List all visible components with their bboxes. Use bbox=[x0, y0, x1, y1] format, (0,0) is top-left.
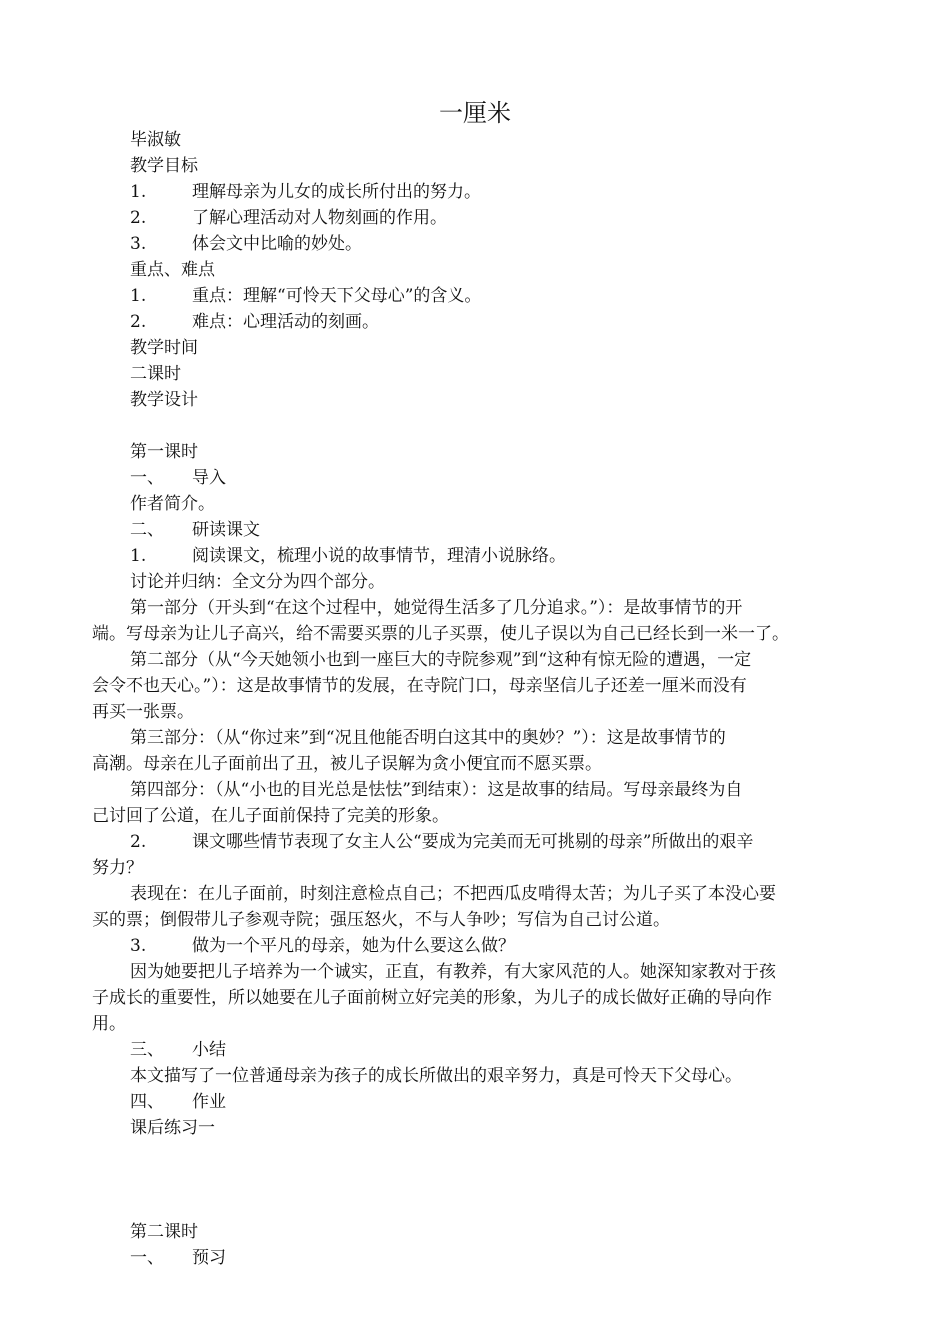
answer-line: 表现在：在儿子面前，时刻注意检点自己；不把西瓜皮啃得太苦；为儿子买了本没心要 bbox=[130, 884, 776, 904]
item-number: 1. bbox=[130, 182, 147, 202]
item-number: 3. bbox=[130, 234, 147, 254]
item-text: 课文哪些情节表现了女主人公“要成为完美而无可挑剔的母亲”所做出的艰辛 bbox=[192, 832, 754, 852]
item-number: 2. bbox=[130, 832, 147, 852]
item-text: 难点：心理活动的刻画。 bbox=[192, 312, 379, 332]
part2-line: 第二部分（从“今天她领小也到一座巨大的寺院参观”到“这种有惊无险的遭遇，一定 bbox=[130, 650, 752, 670]
part1-line: 第一部分（开头到“在这个过程中，她觉得生活多了几分追求。”）：是故事情节的开 bbox=[130, 598, 743, 618]
time-heading: 教学时间 bbox=[130, 338, 198, 358]
part4-line: 第四部分：（从“小也的目光总是怯怯”到结束）：这是故事的结局。写母亲最终为自 bbox=[130, 780, 743, 800]
question-item bbox=[92, 543, 867, 569]
item-text: 理解母亲为儿女的成长所付出的努力。 bbox=[192, 182, 481, 202]
part2-line: 会令不也天心。”）：这是故事情节的发展，在寺院门口，母亲坚信儿子还差一厘米而没有 bbox=[92, 676, 747, 696]
document-title: 一厘米 bbox=[439, 99, 511, 127]
item-number: 3. bbox=[130, 936, 147, 956]
part3-line: 第三部分：（从“你过来”到“况且他能否明白这其中的奥妙？”）：这是故事情节的 bbox=[130, 728, 726, 748]
section-body: 课后练习一 bbox=[130, 1118, 215, 1138]
design-heading: 教学设计 bbox=[130, 390, 198, 410]
objective-item bbox=[92, 205, 867, 231]
item-text: 做为一个平凡的母亲，她为什么要这么做？ bbox=[192, 936, 515, 956]
item-number: 2. bbox=[130, 312, 147, 332]
item-text: 了解心理活动对人物刻画的作用。 bbox=[192, 208, 447, 228]
section-heading bbox=[92, 1037, 867, 1063]
section-title: 导入 bbox=[192, 468, 226, 488]
section-body: 作者简介。 bbox=[130, 494, 215, 514]
section-heading bbox=[92, 465, 867, 491]
section-body: 本文描写了一位普通母亲为孩子的成长所做出的艰辛努力，真是可怜天下父母心。 bbox=[130, 1066, 742, 1086]
section-heading bbox=[92, 1245, 867, 1271]
section-title: 小结 bbox=[192, 1040, 226, 1060]
question-line: 努力？ bbox=[92, 858, 143, 878]
section-number: 一、 bbox=[130, 1248, 164, 1268]
key-points-heading: 重点、难点 bbox=[130, 260, 215, 280]
part1-line: 端。写母亲为让儿子高兴，给不需要买票的儿子买票，使儿子误以为自己已经长到一米一了。 bbox=[92, 624, 789, 644]
question-item bbox=[92, 829, 867, 855]
answer-line: 买的票；倒假带儿子参观寺院；强压怒火，不与人争吵；写信为自己讨公道。 bbox=[92, 910, 670, 930]
section-heading bbox=[92, 1089, 867, 1115]
blank-lines bbox=[92, 1141, 867, 1219]
part3-line: 高潮。母亲在儿子面前出了丑，被儿子误解为贪小便宜而不愿买票。 bbox=[92, 754, 602, 774]
section-number: 三、 bbox=[130, 1040, 164, 1060]
section-number: 四、 bbox=[130, 1092, 164, 1112]
section-number: 二、 bbox=[130, 520, 164, 540]
item-number: 1. bbox=[130, 286, 147, 306]
lesson2-heading: 第二课时 bbox=[130, 1222, 198, 1242]
item-text: 重点：理解“可怜天下父母心”的含义。 bbox=[192, 286, 482, 306]
key-point-item bbox=[92, 309, 867, 335]
author: 毕淑敏 bbox=[130, 130, 181, 150]
time-value: 二课时 bbox=[130, 364, 181, 384]
item-text: 阅读课文，梳理小说的故事情节，理清小说脉络。 bbox=[192, 546, 566, 566]
discussion-line: 讨论并归纳：全文分为四个部分。 bbox=[130, 572, 385, 592]
section-title: 预习 bbox=[192, 1248, 226, 1268]
item-number: 2. bbox=[130, 208, 147, 228]
section-heading bbox=[92, 517, 867, 543]
part2-line: 再买一张票。 bbox=[92, 702, 194, 722]
section-title: 作业 bbox=[192, 1092, 226, 1112]
item-text: 体会文中比喻的妙处。 bbox=[192, 234, 362, 254]
answer-line: 子成长的重要性，所以她要在儿子面前树立好完美的形象，为儿子的成长做好正确的导向作 bbox=[92, 988, 772, 1008]
question-item bbox=[92, 933, 867, 959]
lesson1-heading: 第一课时 bbox=[130, 442, 198, 462]
objectives-heading: 教学目标 bbox=[130, 156, 198, 176]
objective-item bbox=[92, 179, 867, 205]
answer-line: 因为她要把儿子培养为一个诚实，正直，有教养，有大家风范的人。她深知家教对于孩 bbox=[130, 962, 776, 982]
key-point-item bbox=[92, 283, 867, 309]
section-number: 一、 bbox=[130, 468, 164, 488]
answer-line: 用。 bbox=[92, 1014, 126, 1034]
section-title: 研读课文 bbox=[192, 520, 260, 540]
blank-line bbox=[92, 413, 867, 439]
part4-line: 己讨回了公道，在儿子面前保持了完美的形象。 bbox=[92, 806, 449, 826]
objective-item bbox=[92, 231, 867, 257]
item-number: 1. bbox=[130, 546, 147, 566]
document-body bbox=[92, 127, 867, 1271]
